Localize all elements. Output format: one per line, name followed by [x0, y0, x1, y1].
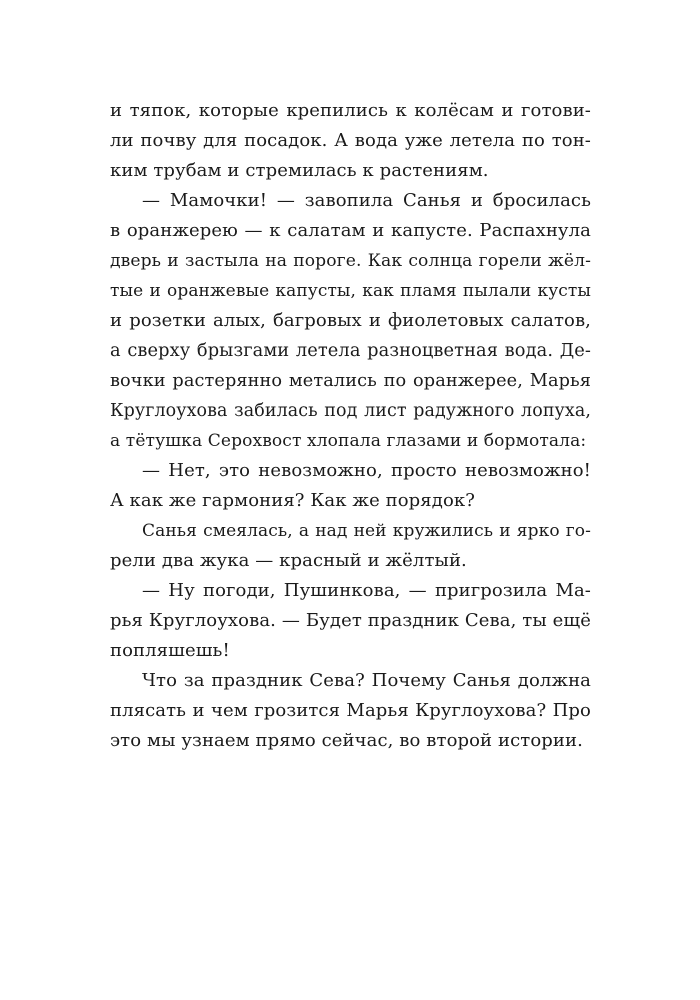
paragraph	[110, 666, 591, 756]
text-line: а тётушка Серохвост хлопала глазами и бормотала:	[110, 431, 587, 451]
text-line: рели два жука — красный и жёлтый.	[110, 550, 467, 571]
paragraph	[110, 96, 591, 186]
text-line: ким трубам и стремилась к растениям.	[110, 160, 489, 181]
text-line: попляшешь!	[110, 640, 230, 661]
text-line: и тяпок, которые крепились к колёсам и готови-	[110, 100, 591, 121]
paragraph	[110, 516, 591, 576]
book-page-text	[110, 96, 591, 756]
text-line: А как же гармония? Как же порядок?	[110, 490, 475, 511]
text-line: — Нет, это невозможно, просто невозможно!	[142, 460, 591, 481]
text-line: Что за праздник Сева? Почему Санья должна	[142, 670, 591, 691]
text-line: рья Круглоухова. — Будет праздник Сева, ты ещё	[110, 610, 591, 631]
text-line: в оранжерею — к салатам и капусте. Распахнула	[110, 220, 591, 241]
text-line: это мы узнаем прямо сейчас, во второй истории.	[110, 730, 583, 751]
text-line: и розетки алых, багровых и фиолетовых салатов,	[110, 310, 591, 331]
text-line: Круглоухова забилась под лист радужного лопуха,	[110, 401, 591, 421]
text-line: Санья смеялась, а над ней кружились и ярко го-	[142, 521, 591, 541]
paragraph	[110, 576, 591, 666]
text-line: ли почву для посадок. А вода уже летела по тон-	[110, 130, 591, 151]
paragraph	[110, 456, 591, 516]
text-line: — Ну погоди, Пушинкова, — пригрозила Ма-	[142, 580, 591, 601]
text-line: а сверху брызгами летела разноцветная вода. Де-	[110, 340, 591, 361]
text-line: дверь и застыла на пороге. Как солнца горели жёл-	[110, 251, 591, 271]
text-line: тые и оранжевые капусты, как пламя пылали кусты	[110, 281, 591, 301]
text-line: вочки растерянно метались по оранжерее, Марья	[110, 371, 591, 391]
text-line: плясать и чем грозится Марья Круглоухова? Про	[110, 700, 591, 721]
paragraph	[110, 186, 591, 456]
text-line: — Мамочки! — завопила Санья и бросилась	[142, 190, 591, 211]
